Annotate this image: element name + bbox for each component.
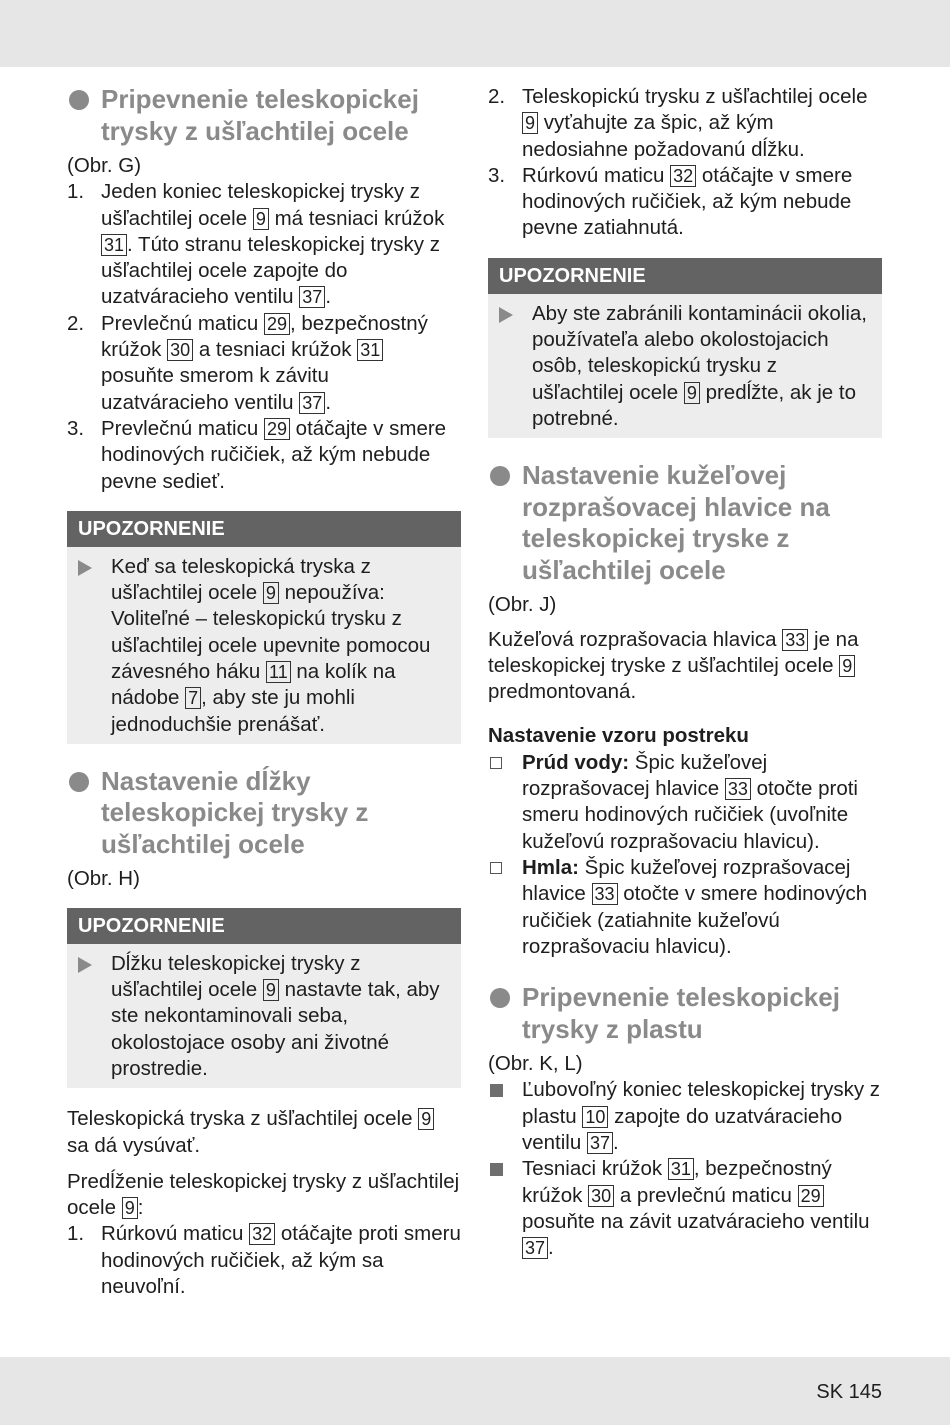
attach-plastic-list bbox=[488, 1077, 882, 1261]
list-item: Ľubovoľný koniec teleskopickej trysky z plastu 10 zapojte do uzatváracieho ventilu 37 . bbox=[488, 1077, 882, 1156]
bullet-dot-icon bbox=[490, 466, 510, 486]
ref-number-box: 33 bbox=[725, 778, 751, 800]
ref-number-box: 9 bbox=[839, 655, 855, 677]
list-item: 2. Prevlečnú maticu 29 , bezpečnostný krúžok 30 a tesniaci krúžok 31 posuňte smerom k závitu uzatváracieho ventilu 37 . bbox=[67, 311, 428, 414]
arrow-right-icon bbox=[499, 307, 513, 323]
figure-ref: (Obr. G) bbox=[67, 154, 142, 177]
ref-number-box: 31 bbox=[357, 339, 383, 361]
ref-number-box: 9 bbox=[263, 582, 279, 604]
spray-pattern-list bbox=[488, 750, 882, 960]
bullet-dot-icon bbox=[69, 90, 89, 110]
ref-number-box: 31 bbox=[668, 1158, 694, 1180]
right-column bbox=[488, 84, 882, 1262]
list-item: Tesniaci krúžok 31 , bezpečnostný krúžok 30 a prevlečnú maticu 29 posuňte na závit uzatváracieho ventilu 37 . bbox=[488, 1156, 882, 1261]
square-bullet-icon bbox=[490, 1084, 503, 1097]
notice-box: UPOZORNENIE Keď sa teleskopická tryska z ušľachtilej ocele 9 nepoužíva: Voliteľné – teleskopickú trysku z ušľachtilej ocele upevnite pomocou závesného háku 11 na kolík na nádobe 7 , aby ste ju mohli jednoduchšie prenášať. bbox=[67, 511, 461, 744]
list-item: 1. Jeden koniec teleskopickej trysky z ušľachtilej ocele 9 má tesniaci krúžok 31 . Túto stranu teleskopickej trysky z ušľachtilej ocele zapojte do uzatváracieho ventilu 37 . bbox=[67, 180, 445, 309]
section-heading-attach-steel: Pripevnenie teleskopickej trysky z ušľachtilej ocele bbox=[67, 84, 461, 147]
arrow-right-icon bbox=[78, 957, 92, 973]
figure-ref: (Obr. H) bbox=[67, 867, 140, 891]
ref-number-box: 29 bbox=[264, 313, 290, 335]
ref-number-box: 37 bbox=[587, 1132, 613, 1154]
ref-number-box: 29 bbox=[798, 1185, 824, 1207]
square-bullet-icon bbox=[490, 1163, 503, 1176]
paragraph: Kužeľová rozprašovacia hlavica 33 je na teleskopickej tryske z ušľachtilej ocele 9 predmontovaná. bbox=[488, 627, 859, 704]
list-item: 3. Prevlečnú maticu 29 otáčajte v smere hodinových ručičiek, až kým nebude pevne sedieť. bbox=[67, 416, 447, 493]
steps-list-attach-steel bbox=[67, 179, 461, 495]
notice-label: UPOZORNENIE bbox=[488, 258, 882, 294]
list-item: 2. Teleskopickú trysku z ušľachtilej ocele 9 vyťahujte za špic, až kým nedosiahne požadovanú dĺžku. bbox=[488, 85, 868, 161]
arrow-right-icon bbox=[78, 560, 92, 576]
ref-number-box: 9 bbox=[522, 112, 538, 134]
ref-number-box: 37 bbox=[299, 392, 325, 414]
ref-number-box: 9 bbox=[263, 979, 279, 1001]
ref-number-box: 10 bbox=[582, 1106, 608, 1128]
bullet-dot-icon bbox=[69, 772, 89, 792]
left-column bbox=[67, 84, 461, 1300]
section-heading-length-steel: Nastavenie dĺžky teleskopickej trysky z ušľachtilej ocele bbox=[67, 766, 461, 861]
ref-number-box: 9 bbox=[418, 1108, 434, 1130]
figure-ref: (Obr. K, L) bbox=[488, 1052, 583, 1076]
ref-number-box: 9 bbox=[684, 382, 700, 404]
page-number: SK 145 bbox=[816, 1381, 882, 1403]
checkbox-square-icon bbox=[490, 757, 502, 769]
ref-number-box: 11 bbox=[266, 661, 291, 683]
paragraph: Predĺženie teleskopickej trysky z ušľachtilej ocele 9 : bbox=[67, 1169, 460, 1220]
list-item: Hmla: Špic kužeľovej rozprašovacej hlavice 33 otočte v smere hodinových ručičiek (zatiahnite kužeľovú rozprašovaciu hlavicu). bbox=[488, 855, 882, 960]
list-item: 1. Rúrkovú maticu 32 otáčajte proti smeru hodinových ručičiek, až kým sa neuvoľní. bbox=[67, 1222, 461, 1298]
bullet-dot-icon bbox=[490, 988, 510, 1008]
ref-number-box: 37 bbox=[522, 1237, 548, 1259]
paragraph: Teleskopická tryska z ušľachtilej ocele 9 sa dá vysúvať. bbox=[67, 1106, 461, 1159]
checkbox-square-icon bbox=[490, 862, 502, 874]
sub-heading: Nastavenie vzoru postreku bbox=[488, 724, 749, 748]
notice-label: UPOZORNENIE bbox=[67, 511, 461, 547]
header-bar bbox=[0, 0, 950, 67]
ref-number-box: 29 bbox=[264, 418, 290, 440]
figure-ref: (Obr. J) bbox=[488, 593, 557, 617]
ref-number-box: 37 bbox=[299, 286, 325, 308]
ref-number-box: 30 bbox=[167, 339, 193, 361]
ref-number-box: 32 bbox=[670, 165, 696, 187]
notice-box: UPOZORNENIE Dĺžku teleskopickej trysky z ušľachtilej ocele 9 nastavte tak, aby ste nekontaminovali seba, okolostojace osoby ani životné prostredie. bbox=[67, 908, 461, 1088]
steps-list-extend bbox=[67, 1221, 461, 1300]
ref-number-box: 31 bbox=[101, 234, 127, 256]
ref-number-box: 9 bbox=[122, 1197, 138, 1219]
section-heading-attach-plastic: Pripevnenie teleskopickej trysky z plastu bbox=[488, 982, 882, 1045]
ref-number-box: 32 bbox=[249, 1223, 275, 1245]
notice-label: UPOZORNENIE bbox=[67, 908, 461, 944]
ref-number-box: 9 bbox=[253, 208, 269, 230]
ref-number-box: 30 bbox=[588, 1185, 614, 1207]
section-heading-cone-nozzle: Nastavenie kužeľovej rozprašovacej hlavice na teleskopickej tryske z ušľachtilej ocele bbox=[488, 460, 882, 586]
notice-box: UPOZORNENIE Aby ste zabránili kontaminácii okolia, používateľa alebo okolostojacich osôb, teleskopickú trysku z ušľachtilej ocele 9 predĺžte, ak je to potrebné. bbox=[488, 258, 882, 438]
ref-number-box: 33 bbox=[782, 629, 808, 651]
ref-number-box: 33 bbox=[592, 883, 618, 905]
list-item: Prúd vody: Špic kužeľovej rozprašovacej hlavice 33 otočte proti smeru hodinových ručičiek (uvoľnite kužeľovú rozprašovaciu hlavicu). bbox=[488, 750, 882, 855]
footer-bar bbox=[0, 1357, 950, 1425]
ref-number-box: 7 bbox=[185, 687, 201, 709]
steps-list-extend-cont bbox=[488, 84, 882, 242]
list-item: 3. Rúrkovú maticu 32 otáčajte v smere hodinových ručičiek, až kým nebude pevne zatiahnutá. bbox=[488, 163, 853, 240]
